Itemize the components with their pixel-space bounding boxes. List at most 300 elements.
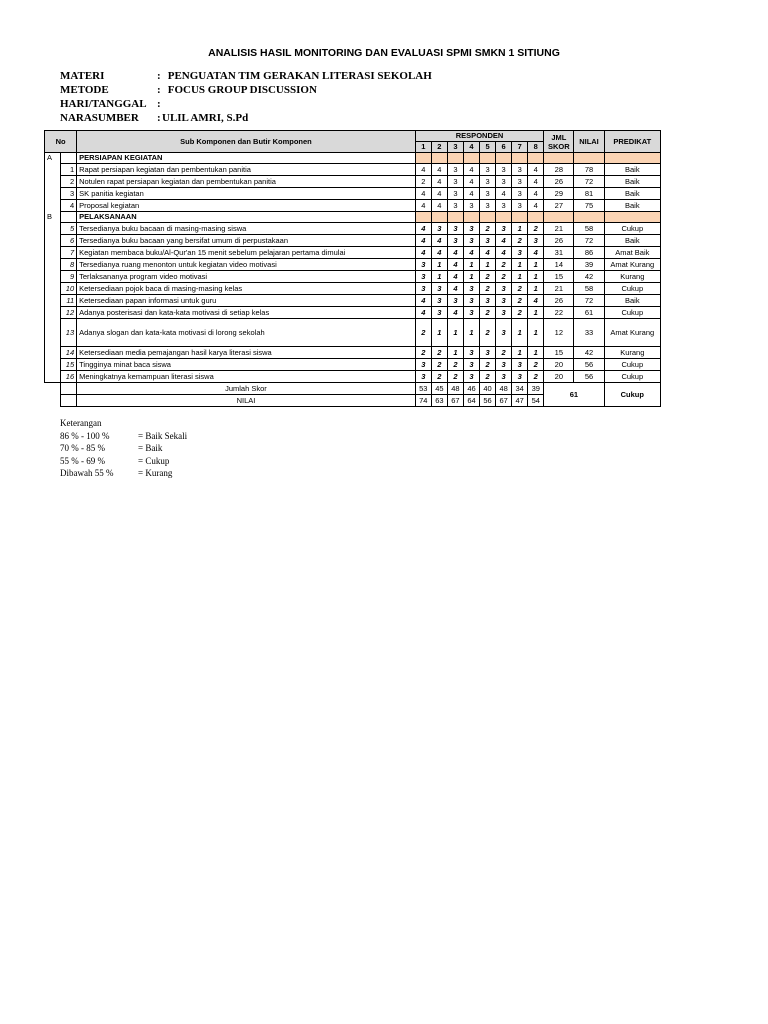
- header-responden: RESPONDEN: [415, 131, 544, 142]
- legend-label: = Cukup: [138, 455, 170, 466]
- responden-score: 2: [431, 359, 447, 371]
- row-komponen: Meningkatnya kemampuan literasi siswa: [77, 371, 416, 383]
- row-jml-skor: 26: [544, 235, 574, 247]
- row-nilai: 81: [574, 188, 604, 200]
- table-row: [45, 283, 661, 295]
- section-fill-cell: [463, 212, 479, 223]
- responden-score: 1: [447, 347, 463, 359]
- section-fill-cell: [463, 153, 479, 164]
- responden-score: 3: [496, 283, 512, 295]
- row-nilai: 39: [574, 259, 604, 271]
- responden-score: 2: [415, 347, 431, 359]
- responden-score: 3: [463, 307, 479, 319]
- table-row: [45, 200, 661, 212]
- row-left-margin: [45, 347, 61, 359]
- row-nilai: 72: [574, 295, 604, 307]
- responden-score: 1: [528, 271, 544, 283]
- responden-score: 4: [431, 247, 447, 259]
- responden-score: 3: [496, 371, 512, 383]
- row-left-margin: [45, 176, 61, 188]
- total-spacer: [61, 395, 77, 407]
- row-nilai: 58: [574, 223, 604, 235]
- table-row: [45, 247, 661, 259]
- total-jumlah-value: 48: [447, 383, 463, 395]
- responden-number: 3: [447, 142, 463, 153]
- row-predikat: Baik: [604, 200, 660, 212]
- row-komponen: Rapat persiapan kegiatan dan pembentukan panitia: [77, 164, 416, 176]
- responden-score: 3: [480, 347, 496, 359]
- row-komponen: Tingginya minat baca siswa: [77, 359, 416, 371]
- responden-score: 3: [496, 200, 512, 212]
- section-letter: B: [45, 212, 61, 223]
- row-nilai: 33: [574, 319, 604, 347]
- responden-score: 3: [512, 176, 528, 188]
- responden-score: 1: [512, 319, 528, 347]
- row-jml-skor: 27: [544, 200, 574, 212]
- responden-score: 4: [528, 176, 544, 188]
- row-nilai: 72: [574, 235, 604, 247]
- responden-score: 2: [496, 259, 512, 271]
- row-jml-skor: 26: [544, 176, 574, 188]
- responden-score: 4: [480, 247, 496, 259]
- responden-score: 4: [415, 188, 431, 200]
- row-number: 2: [61, 176, 77, 188]
- responden-score: 1: [528, 319, 544, 347]
- row-number: 4: [61, 200, 77, 212]
- responden-score: 2: [431, 347, 447, 359]
- responden-score: 2: [528, 223, 544, 235]
- row-predikat: Baik: [604, 235, 660, 247]
- responden-score: 4: [415, 295, 431, 307]
- responden-score: 2: [496, 347, 512, 359]
- responden-score: 3: [480, 295, 496, 307]
- total-margin: [45, 383, 61, 395]
- responden-number: 1: [415, 142, 431, 153]
- responden-score: 1: [480, 259, 496, 271]
- row-predikat: Baik: [604, 188, 660, 200]
- responden-score: 1: [447, 319, 463, 347]
- legend-range: 70 % - 85 %: [60, 443, 105, 453]
- responden-score: 3: [431, 307, 447, 319]
- section-spacer: [61, 153, 77, 164]
- meta-separator: :: [157, 84, 161, 96]
- meta-value: PENGUATAN TIM GERAKAN LITERASI SEKOLAH: [167, 70, 432, 82]
- header-no: No: [45, 131, 77, 153]
- responden-score: 3: [480, 164, 496, 176]
- responden-score: 3: [496, 359, 512, 371]
- responden-score: 4: [415, 235, 431, 247]
- section-fill-cell: [415, 212, 431, 223]
- table-row: [45, 347, 661, 359]
- section-fill-cell: [544, 212, 574, 223]
- meta-label: NARASUMBER: [60, 112, 139, 124]
- row-number: 15: [61, 359, 77, 371]
- row-jml-skor: 15: [544, 347, 574, 359]
- table-row: [45, 371, 661, 383]
- responden-number: 8: [528, 142, 544, 153]
- legend-label: = Baik Sekali: [138, 430, 188, 441]
- header-predikat: PREDIKAT: [604, 131, 660, 153]
- header-nilai: NILAI: [574, 131, 604, 153]
- row-jml-skor: 14: [544, 259, 574, 271]
- responden-score: 2: [415, 319, 431, 347]
- responden-score: 2: [480, 307, 496, 319]
- table-row: [45, 235, 661, 247]
- row-jml-skor: 28: [544, 164, 574, 176]
- row-number: 9: [61, 271, 77, 283]
- row-jml-skor: 26: [544, 295, 574, 307]
- row-left-margin: [45, 359, 61, 371]
- responden-score: 2: [480, 271, 496, 283]
- meta-value: ULIL AMRI, S.Pd: [162, 112, 249, 124]
- responden-score: 1: [528, 259, 544, 271]
- responden-score: 4: [431, 188, 447, 200]
- responden-number: 6: [496, 142, 512, 153]
- responden-score: 2: [496, 271, 512, 283]
- responden-number: 2: [431, 142, 447, 153]
- responden-score: 3: [496, 176, 512, 188]
- legend-item: [60, 442, 187, 455]
- total-jumlah-label: Jumlah Skor: [77, 383, 416, 395]
- row-number: 1: [61, 164, 77, 176]
- row-komponen: Tersedianya buku bacaan yang bersifat umum di perpustakaan: [77, 235, 416, 247]
- legend-label: = Kurang: [138, 468, 173, 478]
- total-nilai-value: 47: [512, 395, 528, 407]
- responden-score: 3: [463, 200, 479, 212]
- total-jumlah-value: 53: [415, 383, 431, 395]
- legend-label: = Baik: [138, 443, 163, 453]
- row-predikat: Baik: [604, 176, 660, 188]
- section-fill-cell: [415, 153, 431, 164]
- responden-score: 3: [431, 223, 447, 235]
- responden-score: 3: [447, 223, 463, 235]
- row-komponen: Ketersediaan papan informasi untuk guru: [77, 295, 416, 307]
- responden-score: 3: [447, 176, 463, 188]
- total-nilai-value: 56: [480, 395, 496, 407]
- responden-score: 4: [447, 247, 463, 259]
- responden-score: 3: [415, 259, 431, 271]
- responden-score: 2: [512, 307, 528, 319]
- responden-score: 2: [480, 371, 496, 383]
- total-nilai-value: 67: [496, 395, 512, 407]
- row-left-margin: [45, 235, 61, 247]
- section-fill-cell: [528, 153, 544, 164]
- responden-score: 3: [480, 176, 496, 188]
- responden-score: 3: [415, 271, 431, 283]
- row-jml-skor: 21: [544, 223, 574, 235]
- responden-score: 4: [496, 235, 512, 247]
- section-fill-cell: [447, 212, 463, 223]
- total-nilai-value: 67: [447, 395, 463, 407]
- section-fill-cell: [512, 153, 528, 164]
- table-row: [45, 223, 661, 235]
- row-number: 12: [61, 307, 77, 319]
- legend-range: Dibawah 55 %: [60, 468, 114, 478]
- responden-score: 3: [431, 295, 447, 307]
- responden-score: 3: [496, 295, 512, 307]
- total-jumlah-value: 46: [463, 383, 479, 395]
- responden-score: 3: [512, 359, 528, 371]
- section-fill-cell: [447, 153, 463, 164]
- responden-score: 3: [415, 283, 431, 295]
- row-nilai: 78: [574, 164, 604, 176]
- row-left-margin: [45, 223, 61, 235]
- responden-score: 3: [496, 319, 512, 347]
- meta-row-hari-tanggal: [60, 97, 165, 111]
- responden-score: 3: [512, 188, 528, 200]
- section-fill-cell: [431, 153, 447, 164]
- responden-score: 2: [512, 295, 528, 307]
- responden-score: 2: [447, 371, 463, 383]
- responden-score: 3: [463, 223, 479, 235]
- responden-score: 4: [415, 223, 431, 235]
- meta-row-narasumber: [60, 111, 248, 125]
- section-row: [45, 153, 661, 164]
- meta-label: METODE: [60, 84, 109, 96]
- row-komponen: Proposal kegiatan: [77, 200, 416, 212]
- responden-score: 4: [496, 247, 512, 259]
- section-fill-cell: [496, 212, 512, 223]
- section-name: PELAKSANAAN: [77, 212, 416, 223]
- responden-score: 3: [512, 200, 528, 212]
- row-number: 14: [61, 347, 77, 359]
- responden-number: 7: [512, 142, 528, 153]
- row-predikat: Cukup: [604, 223, 660, 235]
- row-left-margin: [45, 283, 61, 295]
- row-komponen: Ketersediaan pojok baca di masing-masing kelas: [77, 283, 416, 295]
- row-number: 11: [61, 295, 77, 307]
- section-fill-cell: [604, 153, 660, 164]
- table-row: [45, 359, 661, 371]
- total-nilai-value: 74: [415, 395, 431, 407]
- responden-score: 1: [463, 271, 479, 283]
- responden-score: 4: [431, 235, 447, 247]
- row-number: 3: [61, 188, 77, 200]
- section-fill-cell: [512, 212, 528, 223]
- responden-score: 4: [463, 164, 479, 176]
- row-komponen: Adanya posterisasi dan kata-kata motivasi di setiap kelas: [77, 307, 416, 319]
- responden-score: 2: [415, 176, 431, 188]
- responden-score: 3: [480, 200, 496, 212]
- responden-score: 2: [480, 319, 496, 347]
- legend-item: [60, 467, 187, 480]
- row-nilai: 58: [574, 283, 604, 295]
- responden-score: 3: [512, 247, 528, 259]
- row-predikat: Cukup: [604, 283, 660, 295]
- responden-score: 3: [512, 371, 528, 383]
- total-jumlah-value: 40: [480, 383, 496, 395]
- responden-score: 2: [512, 235, 528, 247]
- responden-score: 3: [431, 283, 447, 295]
- row-komponen: Notulen rapat persiapan kegiatan dan pembentukan panitia: [77, 176, 416, 188]
- row-number: 16: [61, 371, 77, 383]
- table-row: [45, 176, 661, 188]
- section-row: [45, 212, 661, 223]
- responden-score: 4: [415, 164, 431, 176]
- row-komponen: Tersedianya ruang menonton untuk kegiatan video motivasi: [77, 259, 416, 271]
- row-left-margin: [45, 319, 61, 347]
- row-number: 10: [61, 283, 77, 295]
- responden-score: 1: [463, 259, 479, 271]
- meta-row-metode: [60, 83, 317, 97]
- row-number: 13: [61, 319, 77, 347]
- row-predikat: Cukup: [604, 359, 660, 371]
- document-title: ANALISIS HASIL MONITORING DAN EVALUASI SPMI SMKN 1 SITIUNG: [208, 47, 560, 59]
- table-row: [45, 188, 661, 200]
- row-komponen: Kegiatan membaca buku/Al-Qur'an 15 menit sebelum pelajaran pertama dimulai: [77, 247, 416, 259]
- responden-score: 4: [431, 200, 447, 212]
- row-predikat: Baik: [604, 295, 660, 307]
- responden-score: 4: [431, 164, 447, 176]
- responden-score: 3: [447, 164, 463, 176]
- row-nilai: 56: [574, 371, 604, 383]
- row-predikat: Kurang: [604, 347, 660, 359]
- responden-score: 1: [528, 307, 544, 319]
- row-jml-skor: 20: [544, 359, 574, 371]
- row-left-margin: [45, 164, 61, 176]
- row-komponen: Terlaksananya program video motivasi: [77, 271, 416, 283]
- row-jml-skor: 29: [544, 188, 574, 200]
- responden-score: 4: [431, 176, 447, 188]
- header-komponen: Sub Komponen dan Butir Komponen: [77, 131, 416, 153]
- row-left-margin: [45, 247, 61, 259]
- responden-score: 1: [431, 271, 447, 283]
- responden-score: 3: [447, 200, 463, 212]
- row-predikat: Cukup: [604, 307, 660, 319]
- section-fill-cell: [604, 212, 660, 223]
- section-fill-cell: [431, 212, 447, 223]
- total-jumlah-value: 34: [512, 383, 528, 395]
- row-komponen: Ketersediaan media pemajangan hasil karya literasi siswa: [77, 347, 416, 359]
- total-jumlah-row: [45, 383, 661, 395]
- legend-item: [60, 430, 187, 443]
- row-predikat: Amat Baik: [604, 247, 660, 259]
- total-jumlah-value: 48: [496, 383, 512, 395]
- row-nilai: 56: [574, 359, 604, 371]
- responden-score: 4: [447, 307, 463, 319]
- legend-range: 86 % - 100 %: [60, 430, 110, 441]
- section-spacer: [61, 212, 77, 223]
- responden-score: 3: [512, 164, 528, 176]
- responden-score: 4: [496, 188, 512, 200]
- responden-score: 3: [463, 347, 479, 359]
- responden-score: 2: [480, 223, 496, 235]
- row-komponen: Adanya slogan dan kata-kata motivasi di lorong sekolah: [77, 319, 416, 347]
- responden-score: 3: [480, 235, 496, 247]
- responden-score: 4: [463, 176, 479, 188]
- row-number: 6: [61, 235, 77, 247]
- row-number: 8: [61, 259, 77, 271]
- row-left-margin: [45, 295, 61, 307]
- responden-score: 3: [447, 235, 463, 247]
- responden-score: 4: [415, 247, 431, 259]
- header-jml-skor: JML SKOR: [544, 131, 574, 153]
- meta-value: FOCUS GROUP DISCUSSION: [167, 84, 317, 96]
- row-left-margin: [45, 259, 61, 271]
- row-jml-skor: 21: [544, 283, 574, 295]
- responden-score: 4: [528, 247, 544, 259]
- responden-score: 4: [447, 271, 463, 283]
- row-jml-skor: 15: [544, 271, 574, 283]
- section-fill-cell: [480, 153, 496, 164]
- responden-score: 1: [431, 259, 447, 271]
- meta-label: MATERI: [60, 70, 105, 82]
- responden-score: 4: [528, 295, 544, 307]
- table-row: [45, 319, 661, 347]
- responden-score: 3: [463, 283, 479, 295]
- legend-item: [60, 455, 187, 468]
- row-nilai: 42: [574, 271, 604, 283]
- responden-score: 1: [512, 271, 528, 283]
- row-number: 5: [61, 223, 77, 235]
- responden-score: 2: [431, 371, 447, 383]
- responden-score: 1: [512, 259, 528, 271]
- meta-separator: :: [157, 70, 161, 82]
- total-margin: [45, 395, 61, 407]
- row-predikat: Kurang: [604, 271, 660, 283]
- responden-score: 1: [528, 283, 544, 295]
- responden-score: 2: [447, 359, 463, 371]
- responden-score: 3: [463, 359, 479, 371]
- row-komponen: SK panitia kegiatan: [77, 188, 416, 200]
- section-fill-cell: [480, 212, 496, 223]
- total-nilai-value: 63: [431, 395, 447, 407]
- responden-score: 1: [512, 223, 528, 235]
- row-left-margin: [45, 188, 61, 200]
- total-spacer: [61, 383, 77, 395]
- section-fill-cell: [574, 153, 604, 164]
- table-row: [45, 164, 661, 176]
- responden-score: 3: [480, 188, 496, 200]
- responden-score: 4: [528, 188, 544, 200]
- legend: [60, 417, 187, 480]
- responden-score: 3: [447, 188, 463, 200]
- table-row: [45, 295, 661, 307]
- meta-row-materi: [60, 69, 432, 83]
- row-jml-skor: 31: [544, 247, 574, 259]
- responden-score: 4: [463, 188, 479, 200]
- row-predikat: Cukup: [604, 371, 660, 383]
- total-predikat: Cukup: [604, 383, 660, 407]
- row-nilai: 72: [574, 176, 604, 188]
- responden-score: 3: [463, 235, 479, 247]
- row-predikat: Amat Kurang: [604, 259, 660, 271]
- responden-score: 3: [496, 223, 512, 235]
- responden-score: 2: [528, 359, 544, 371]
- total-jumlah-value: 45: [431, 383, 447, 395]
- responden-score: 1: [528, 347, 544, 359]
- meta-separator: :: [157, 98, 161, 110]
- section-fill-cell: [544, 153, 574, 164]
- total-avg: 61: [544, 383, 604, 407]
- row-number: 7: [61, 247, 77, 259]
- responden-score: 2: [512, 283, 528, 295]
- row-nilai: 75: [574, 200, 604, 212]
- evaluation-table: [44, 130, 661, 407]
- table-row: [45, 271, 661, 283]
- responden-score: 1: [431, 319, 447, 347]
- row-predikat: Baik: [604, 164, 660, 176]
- responden-score: 3: [415, 371, 431, 383]
- responden-number: 4: [463, 142, 479, 153]
- row-left-margin: [45, 371, 61, 383]
- responden-score: 1: [512, 347, 528, 359]
- responden-score: 4: [415, 200, 431, 212]
- table-body: [45, 153, 661, 407]
- legend-title: Keterangan: [60, 418, 102, 428]
- responden-number: 5: [480, 142, 496, 153]
- section-fill-cell: [496, 153, 512, 164]
